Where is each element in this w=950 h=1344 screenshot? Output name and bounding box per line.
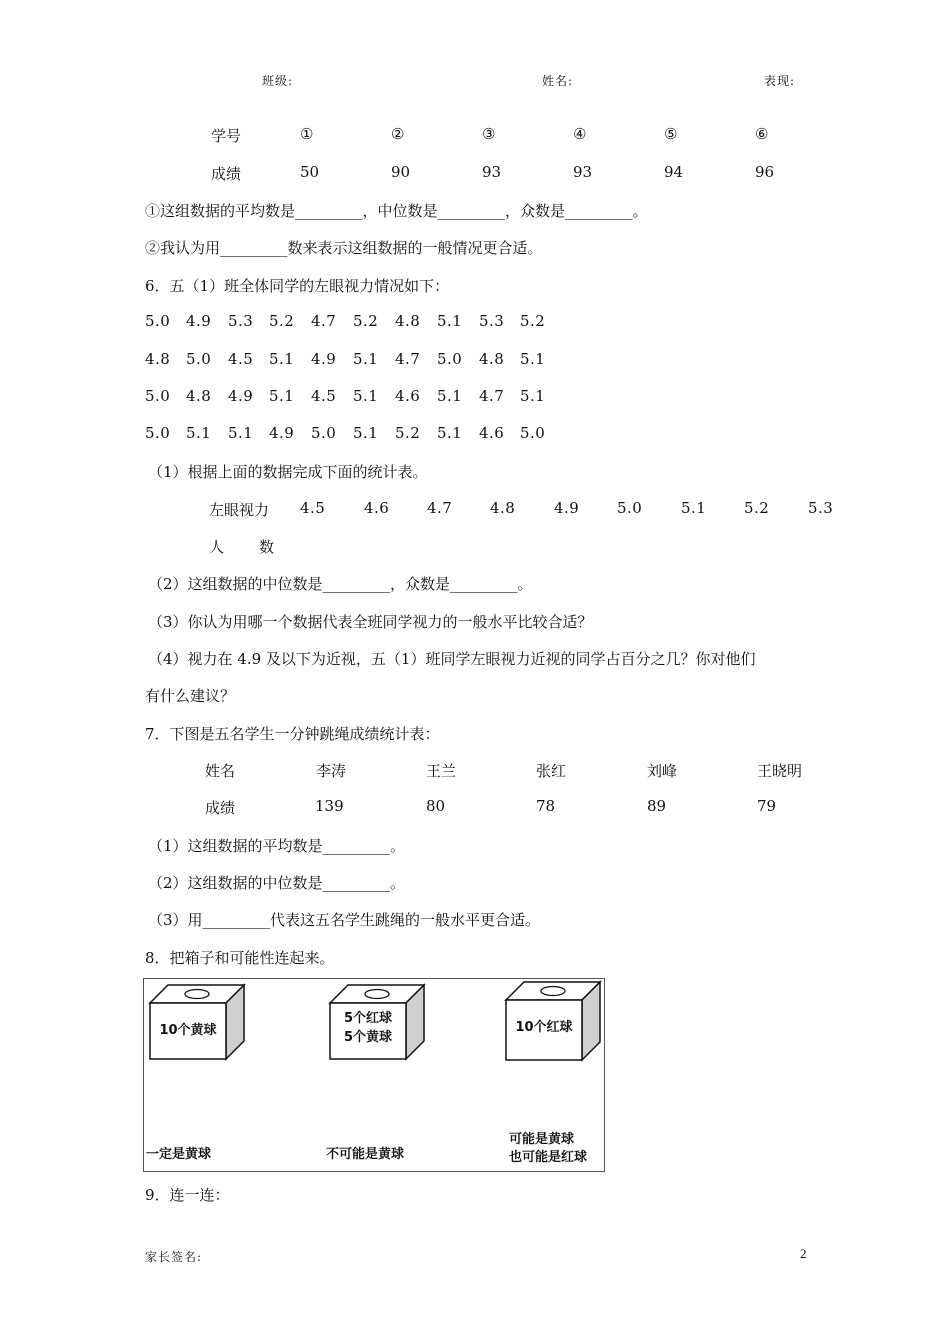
vision-value: 5.1	[353, 424, 379, 442]
vision-value: 4.6	[479, 424, 505, 442]
vision-value: 4.5	[228, 350, 254, 368]
table1-score: 94	[664, 163, 684, 181]
vision-value: 5.2	[353, 312, 379, 330]
q7-title: 7．下图是五名学生一分钟跳绳成绩统计表：	[145, 725, 440, 743]
vision-value: 5.1	[353, 387, 379, 405]
q6-stat-label: 左眼视力	[209, 501, 270, 519]
box-3-label: 10个红球	[515, 1020, 573, 1035]
vision-value: 5.0	[145, 424, 171, 442]
vision-value: 4.9	[269, 424, 295, 442]
stat-vision-value: 4.7	[427, 499, 453, 517]
stat-vision-value: 5.0	[617, 499, 643, 517]
q7-sub2: （2）这组数据的中位数是_________。	[148, 874, 406, 892]
vision-value: 4.9	[186, 312, 212, 330]
vision-value: 5.1	[437, 424, 463, 442]
stat-vision-value: 5.3	[808, 499, 834, 517]
table1-id: ⑤	[664, 125, 678, 143]
vision-value: 5.1	[228, 424, 254, 442]
vision-value: 5.1	[186, 424, 212, 442]
q9-title: 9．连一连：	[145, 1186, 230, 1204]
vision-value: 5.1	[437, 312, 463, 330]
caption-possible-red: 也可能是红球	[509, 1150, 588, 1165]
q7-score: 79	[757, 797, 777, 815]
stat-vision-value: 4.8	[490, 499, 516, 517]
q7-name: 刘峰	[647, 762, 678, 780]
vision-value: 4.8	[186, 387, 212, 405]
q7-name-label: 姓名	[205, 762, 236, 780]
table1-id: ③	[482, 125, 496, 143]
caption-possible-yellow: 可能是黄球	[509, 1132, 575, 1147]
q7-score: 80	[426, 797, 446, 815]
name-label: 姓名:	[542, 74, 574, 88]
q6-title: 6．五（1）班全体同学的左眼视力情况如下：	[145, 277, 450, 295]
q6-people-label-2: 数	[259, 538, 275, 556]
q6-sub4-line1: （4）视力在 4.9 及以下为近视，五（1）班同学左眼视力近视的同学占百分之几？你对他们	[148, 650, 756, 668]
stat-vision-value: 4.6	[364, 499, 390, 517]
boxes-figure	[143, 978, 605, 1172]
vision-value: 4.7	[479, 387, 505, 405]
parent-signature-label: 家长签名:	[145, 1250, 203, 1264]
vision-value: 5.0	[145, 387, 171, 405]
class-label: 班级:	[262, 74, 294, 88]
vision-value: 4.7	[395, 350, 421, 368]
q7-score: 139	[315, 797, 344, 815]
performance-label: 表现:	[764, 74, 796, 88]
vision-value: 5.0	[186, 350, 212, 368]
table1-score: 50	[300, 163, 320, 181]
q5-line2: ②我认为用_________数来表示这组数据的一般情况更合适。	[145, 239, 543, 257]
vision-value: 4.6	[395, 387, 421, 405]
vision-value: 5.1	[269, 350, 295, 368]
q7-name: 李涛	[316, 762, 347, 780]
box-2-label-line2: 5个黄球	[343, 1030, 393, 1045]
q5-line1: ①这组数据的平均数是_________，中位数是_________，众数是_________。	[145, 202, 648, 220]
vision-value: 5.0	[311, 424, 337, 442]
q7-score-label: 成绩	[205, 799, 236, 817]
stat-vision-value: 4.5	[300, 499, 326, 517]
box-1-label: 10个黄球	[159, 1023, 217, 1038]
vision-value: 4.9	[311, 350, 337, 368]
table1-id-label: 学号	[211, 127, 242, 145]
q7-sub1: （1）这组数据的平均数是_________。	[148, 837, 406, 855]
q6-people-label-1: 人	[209, 538, 225, 556]
q6-sub2: （2）这组数据的中位数是_________，众数是_________。	[148, 575, 533, 593]
table1-score: 93	[573, 163, 593, 181]
q7-name: 张红	[536, 762, 567, 780]
table1-id: ②	[391, 125, 405, 143]
vision-value: 5.3	[228, 312, 254, 330]
q6-sub3: （3）你认为用哪一个数据代表全班同学视力的一般水平比较合适？	[148, 613, 593, 631]
vision-value: 5.3	[479, 312, 505, 330]
vision-value: 4.9	[228, 387, 254, 405]
table1-id: ⑥	[755, 125, 769, 143]
q8-title: 8．把箱子和可能性连起来。	[145, 949, 335, 967]
vision-value: 4.5	[311, 387, 337, 405]
caption-certain-yellow: 一定是黄球	[146, 1147, 212, 1162]
vision-value: 5.2	[395, 424, 421, 442]
q7-score: 78	[536, 797, 556, 815]
q7-sub3: （3）用_________代表这五名学生跳绳的一般水平更合适。	[148, 911, 541, 929]
vision-value: 5.2	[520, 312, 546, 330]
table1-id: ①	[300, 125, 314, 143]
vision-value: 5.1	[269, 387, 295, 405]
stat-vision-value: 5.2	[744, 499, 770, 517]
vision-value: 5.1	[520, 387, 546, 405]
vision-value: 4.8	[479, 350, 505, 368]
vision-value: 5.0	[145, 312, 171, 330]
vision-value: 4.7	[311, 312, 337, 330]
stat-vision-value: 5.1	[681, 499, 707, 517]
vision-value: 5.1	[437, 387, 463, 405]
vision-value: 4.8	[145, 350, 171, 368]
box-2-label-line1: 5个红球	[343, 1011, 393, 1026]
table1-score-label: 成绩	[211, 165, 242, 183]
vision-value: 5.0	[520, 424, 546, 442]
vision-value: 5.1	[520, 350, 546, 368]
stat-vision-value: 4.9	[554, 499, 580, 517]
table1-score: 90	[391, 163, 411, 181]
caption-impossible-yellow: 不可能是黄球	[326, 1147, 405, 1162]
q7-name: 王兰	[426, 762, 457, 780]
table1-score: 93	[482, 163, 502, 181]
q6-sub1: （1）根据上面的数据完成下面的统计表。	[148, 463, 428, 481]
table1-score: 96	[755, 163, 775, 181]
page-number: 2	[800, 1246, 807, 1261]
q7-name: 王晓明	[757, 762, 803, 780]
q6-sub4-line2: 有什么建议？	[145, 687, 236, 705]
table1-id: ④	[573, 125, 587, 143]
q7-score: 89	[647, 797, 667, 815]
vision-value: 5.2	[269, 312, 295, 330]
vision-value: 5.0	[437, 350, 463, 368]
vision-value: 4.8	[395, 312, 421, 330]
vision-value: 5.1	[353, 350, 379, 368]
